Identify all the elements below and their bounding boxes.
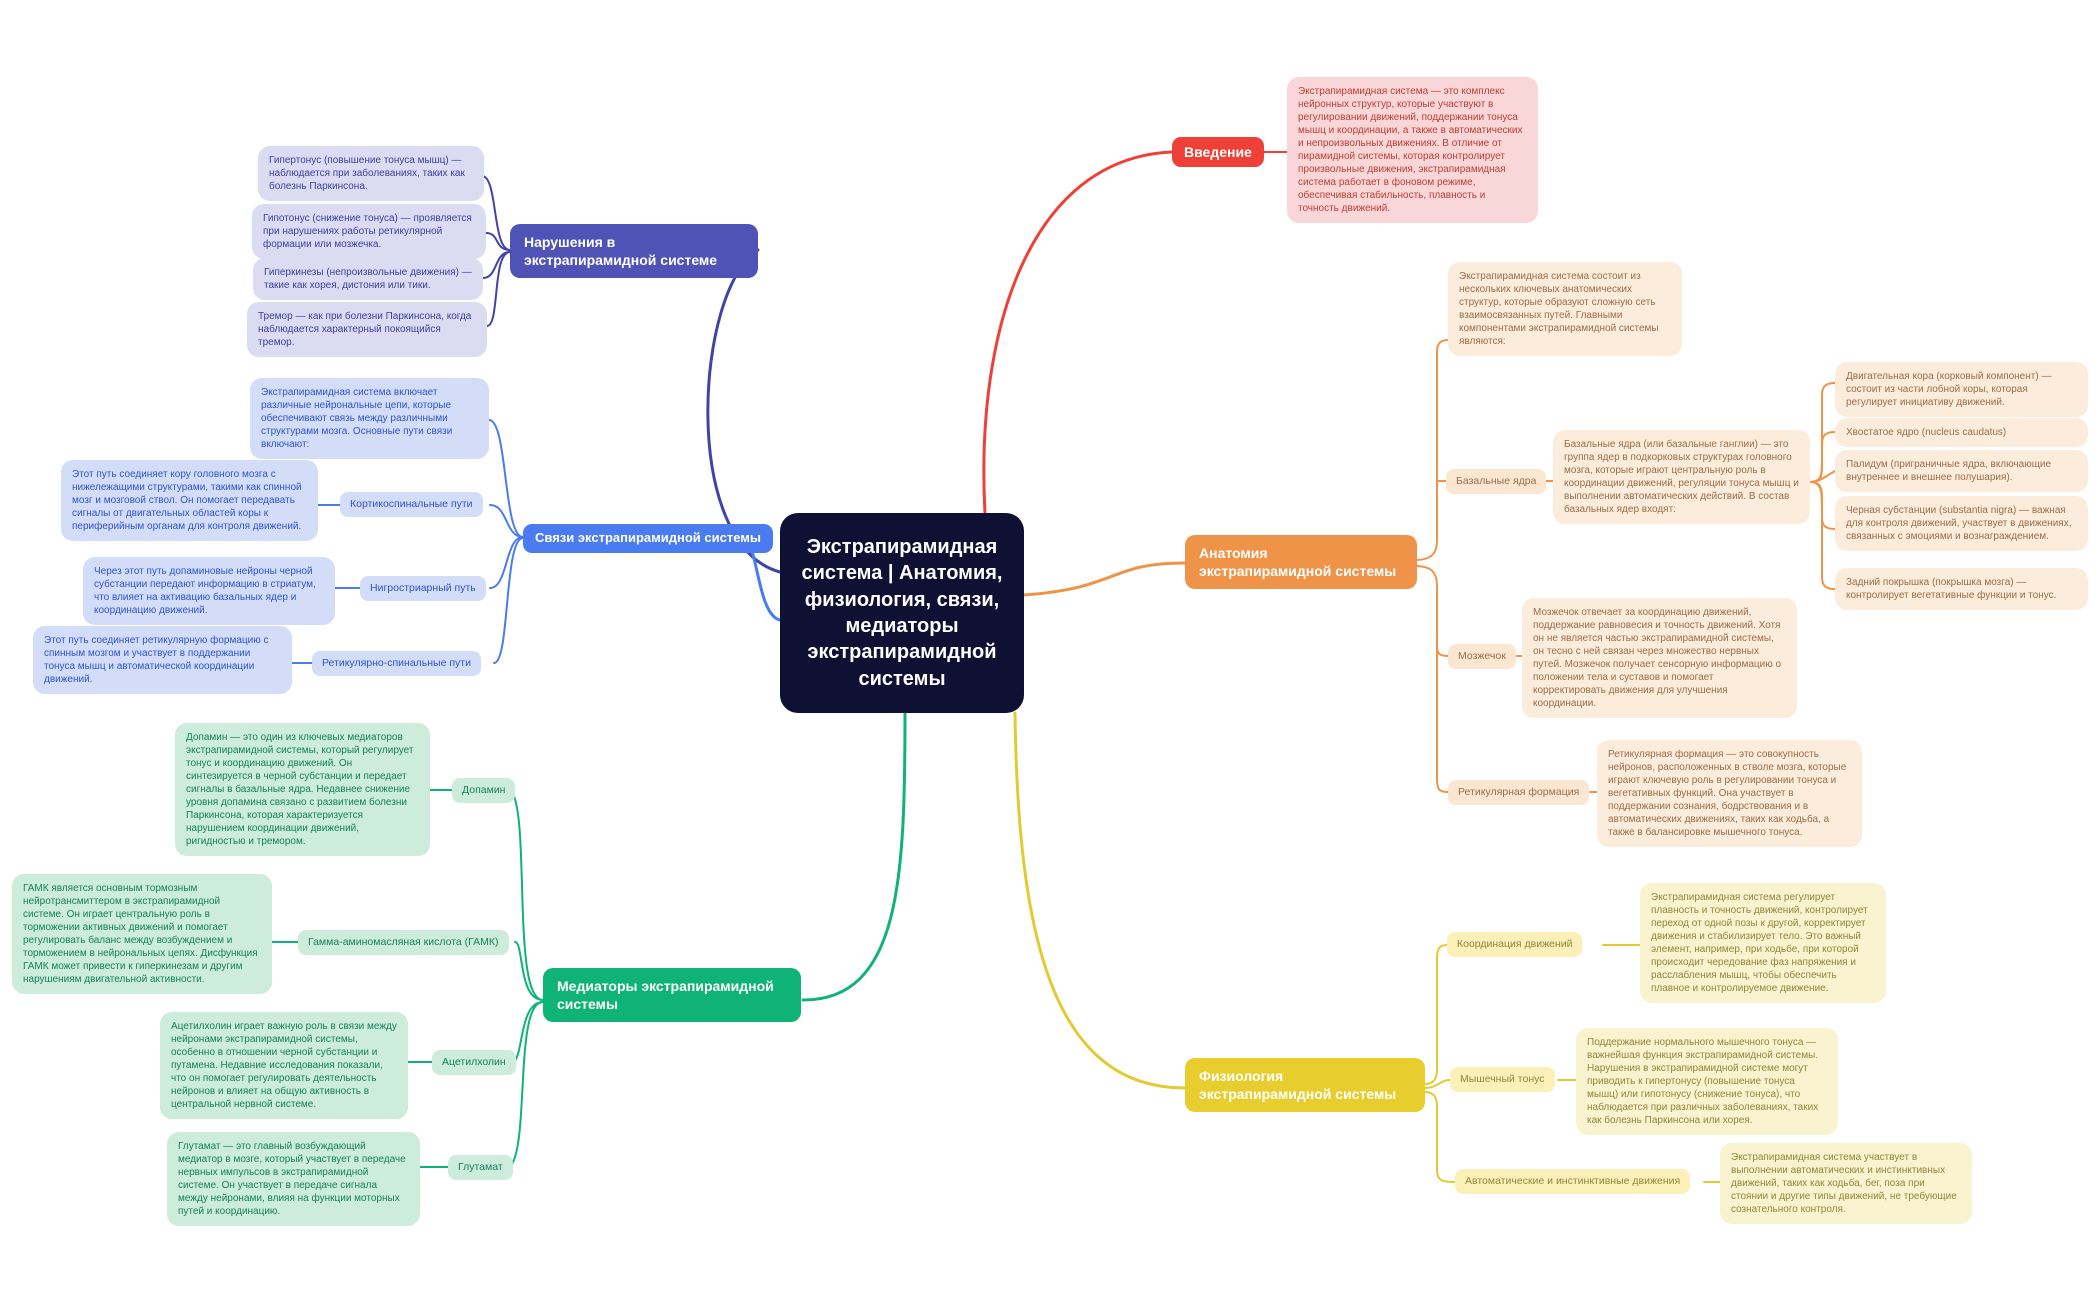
note-nigrostriatal[interactable]: Через этот путь допаминовые нейроны черной субстанции передают информацию в стриатум, что влияет на активацию базальных ядер и координацию движений. (83, 557, 335, 625)
central-topic[interactable]: Экстрапирамидная система | Анатомия, физиология, связи, медиаторы экстрапирамидной системы (780, 513, 1024, 713)
edge-physiology-coordination (1425, 945, 1447, 1084)
note-basal-part-motor-cortex[interactable]: Двигательная кора (корковый компонент) — состоит из части лобной коры, которая регулирует инициативу движений. (1835, 362, 2088, 417)
edge-disorders-item4 (487, 252, 510, 326)
edge-mediators-dopamine (512, 792, 543, 1000)
pill-basal-ganglia[interactable]: Базальные ядра (1446, 469, 1546, 494)
branch-introduction[interactable]: Введение (1172, 137, 1264, 167)
edge-center-intro (984, 152, 1172, 513)
note-anatomy-intro[interactable]: Экстрапирамидная система состоит из нескольких ключевых анатомических структур, которые образуют сложную сеть взаимосвязанных путей. Главными компонентами экстрапирамидной системы являются: (1448, 262, 1682, 356)
pill-automatic-movements[interactable]: Автоматические и инстинктивные движения (1455, 1169, 1690, 1194)
pill-corticospinal[interactable]: Кортикоспинальные пути (340, 492, 483, 517)
note-introduction[interactable]: Экстрапирамидная система — это комплекс нейронных структур, которые участвуют в регулировании движений, поддержании тонуса мышц и координации, а также в автоматических и непроизвольных движениях. В отличие от пирамидной системы, которая контролирует произвольные движения, экстрапирамидная система работает в фоновом режиме, обеспечивая стабильность, плавность и точность движений. (1287, 77, 1538, 223)
pill-nigrostriatal[interactable]: Нигростриарный путь (360, 576, 486, 601)
note-disorder-hypertonus[interactable]: Гипертонус (повышение тонуса мышц) — наблюдается при заболеваниях, таких как болезнь Паркинсона. (258, 146, 484, 201)
pill-acetylcholine[interactable]: Ацетилхолин (432, 1050, 516, 1075)
note-automatic-movements[interactable]: Экстрапирамидная система участвует в выполнении автоматических и инстинктивных движений, таких как ходьба, бег, поза при стоянии и другие типы движений, не требующие сознательного контроля. (1720, 1143, 1972, 1224)
note-reticulospinal[interactable]: Этот путь соединяет ретикулярную формацию с спинным мозгом и участвует в поддержании тонуса мышц и автоматической координации движений. (33, 626, 292, 694)
edge-basal-part2 (1810, 432, 1835, 482)
pill-reticular-formation[interactable]: Ретикулярная формация (1448, 780, 1589, 805)
note-basal-ganglia[interactable]: Базальные ядра (или базальные ганглии) — это группа ядер в подкорковых структурах головного мозга, которые играют центральную роль в координации движений, регуляции тонуса мышц и выполнении автоматических действий. В состав базальных ядер входят: (1553, 430, 1810, 524)
pill-muscle-tone[interactable]: Мышечный тонус (1450, 1067, 1555, 1092)
note-gaba[interactable]: ГАМК является основным тормозным нейротрансмиттером в экстрапирамидной системе. Он играет центральную роль в торможении активных движений и помогает регулировать баланс между возбуждением и торможением в нейрональных цепях. Дисфункция ГАМК может привести к гиперкинезам и другим нарушениям двигательной активности. (12, 874, 272, 994)
note-basal-part-tegmentum[interactable]: Задний покрышка (покрышка мозга) — контролирует вегетативные функции и тонус. (1835, 568, 2088, 610)
edge-disorders-item2 (486, 233, 510, 250)
note-corticospinal[interactable]: Этот путь соединяет кору головного мозга с нижележащими структурами, такими как спинной мозг и мозговой ствол. Он помогает передавать сигналы от двигательных областей коры к периферийным органам для контроля движений. (61, 460, 318, 541)
edge-anatomy-reticular (1437, 610, 1448, 792)
note-acetylcholine[interactable]: Ацетилхолин играет важную роль в связи между нейронами экстрапирамидной системы, особенно в отношении черной субстанции и путамена. Недавние исследования показали, что он помогает регулировать деятельность нейронов и влияет на общую активность в центральной нервной системе. (160, 1012, 408, 1119)
note-disorder-hypotonus[interactable]: Гипотонус (снижение тонуса) — проявляется при нарушениях работы ретикулярной формации или мозжечка. (252, 204, 486, 259)
pill-reticulospinal[interactable]: Ретикулярно-спинальные пути (312, 651, 481, 676)
edge-basal-part5 (1810, 482, 1835, 589)
branch-mediators[interactable]: Медиаторы экстрапирамидной системы (543, 968, 801, 1022)
pill-coordination[interactable]: Координация движений (1447, 932, 1582, 957)
edge-disorders-item3 (483, 252, 510, 278)
pill-cerebellum[interactable]: Мозжечок (1448, 644, 1516, 669)
note-glutamate[interactable]: Глутамат — это главный возбуждающий медиатор в мозге, который участвует в передаче нервных импульсов в экстрапирамидной системе. Он участвует в передаче сигнала между нейронами, влияя на функции моторных путей и координацию. (167, 1132, 420, 1226)
note-basal-part-caudate[interactable]: Хвостатое ядро (nucleus caudatus) (1835, 418, 2088, 447)
edge-mediators-gaba (515, 942, 543, 1000)
edge-anatomy-cerebellum (1415, 566, 1448, 656)
note-disorder-tremor[interactable]: Тремор — как при болезни Паркинсона, когда наблюдается характерный покоящийся тремор. (247, 302, 487, 357)
branch-disorders[interactable]: Нарушения в экстрапирамидной системе (510, 224, 758, 278)
edge-physiology-automatic (1425, 1092, 1455, 1182)
note-basal-part-pallidum[interactable]: Палидум (приграничные ядра, включающие внутреннее и внешнее полушария). (1835, 450, 2088, 492)
note-basal-part-substantia-nigra[interactable]: Черная субстанции (substantia nigra) — важная для контроля движений, участвует в движениях, связанных с эмоциями и вознаграждением. (1835, 496, 2088, 551)
edge-mediators-glu (510, 1002, 543, 1167)
pill-gaba[interactable]: Гамма-аминомасляная кислота (ГАМК) (298, 930, 509, 955)
pill-glutamate[interactable]: Глутамат (448, 1155, 513, 1180)
note-muscle-tone[interactable]: Поддержание нормального мышечного тонуса — важнейшая функция экстрапирамидной системы. Нарушения в экстрапирамидной системе могут приводить к гипертонусу (повышение тонуса мышц) или гипотонусу (снижение тонуса), что наблюдается при различных заболеваниях, таких как болезнь Паркинсона или хорея. (1576, 1028, 1838, 1135)
note-reticular-formation[interactable]: Ретикулярная формация — это совокупность нейронов, расположенных в стволе мозга, которые играют ключевую роль в регулировании тонуса и вегетативных функций. Она участвует в поддержании сознания, бодрствования и в автоматических движениях, таких как ходьба, а также в балансировке мышечного тонуса. (1597, 740, 1862, 847)
note-connections-intro[interactable]: Экстрапирамидная система включает различные нейрональные цепи, которые обеспечивают связь между различными структурами мозга. Основные пути связи включают: (250, 378, 489, 459)
note-disorder-hyperkinesis[interactable]: Гиперкинезы (непроизвольные движения) — такие как хорея, дистония или тики. (253, 258, 483, 300)
edge-connections-path1 (490, 505, 523, 537)
branch-connections[interactable]: Связи экстрапирамидной системы (523, 524, 773, 553)
edge-center-anatomy (1024, 563, 1185, 595)
edge-anatomy-spine-up (1415, 340, 1448, 560)
branch-physiology[interactable]: Физиология экстрапирамидной системы (1185, 1058, 1425, 1112)
edge-connections-path2 (490, 537, 523, 588)
pill-dopamine[interactable]: Допамин (452, 778, 515, 803)
note-cerebellum[interactable]: Мозжечок отвечает за координацию движений, поддержание равновесия и точность движений. Хотя он не является частью экстрапирамидной системы, он тесно с ней связан через множество нервных путей. Мозжечок получает сенсорную информацию о положении тела и суставов и помогает корректировать движения для улучшения координации. (1522, 598, 1797, 718)
edge-center-physiology (1015, 713, 1185, 1088)
note-dopamine[interactable]: Допамин — это один из ключевых медиаторов экстрапирамидной системы, который регулирует тонус и координацию движений. Он синтезируется в черной субстанции и передает сигналы в базальные ядра. Недавнее снижение уровня допамина связано с развитием болезни Паркинсона, которая характеризуется нарушением координации движений, ригидностью и тремором. (175, 723, 430, 856)
branch-anatomy[interactable]: Анатомия экстрапирамидной системы (1185, 535, 1417, 589)
edge-center-mediators (803, 713, 905, 1000)
note-coordination[interactable]: Экстрапирамидная система регулирует плавность и точность движений, контролирует переход от одной позы к другой, корректирует движения и стабилизирует тело. Это важный элемент, например, при ходьбе, при которой происходит чередование фаз напряжения и расслабления мышц, чтобы обеспечить плавное и контролируемое движение. (1640, 883, 1886, 1003)
